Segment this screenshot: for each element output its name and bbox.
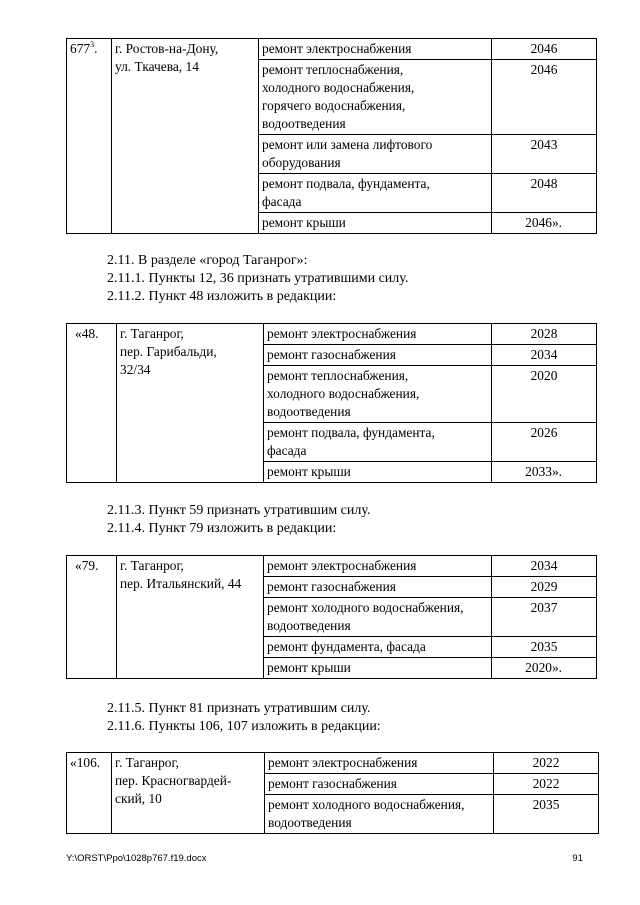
address-cell — [117, 556, 264, 679]
work-text: ремонт подвала, фундамента, — [262, 176, 430, 191]
work-text: ремонт подвала, фундамента, — [267, 425, 435, 440]
work-text: ремонт газоснабжения — [268, 776, 397, 791]
work-text: водоотведения — [267, 618, 351, 633]
work-text: ремонт или замена лифтового — [262, 137, 433, 152]
work-text: ремонт холодного водоснабжения, — [267, 600, 464, 615]
item-number: «48. — [75, 326, 99, 341]
paragraph: 2.11.2. Пункт 48 изложить в редакции: — [107, 289, 337, 304]
work-cell — [259, 213, 492, 234]
table-item-106 — [66, 752, 599, 834]
work-cell — [264, 556, 492, 577]
work-cell — [264, 658, 492, 679]
work-cell — [265, 774, 494, 795]
paragraph: 2.11. В разделе «город Таганрог»: — [107, 253, 308, 268]
year-cell: 2035 — [494, 795, 599, 834]
year-cell: 2046 — [492, 39, 597, 60]
item-number-cell — [67, 753, 112, 834]
address-line: ский, 10 — [115, 791, 162, 806]
year-cell: 2037 — [492, 598, 597, 637]
year-cell: 2020 — [492, 366, 597, 423]
year-cell: 2028 — [492, 324, 597, 345]
address-cell — [112, 753, 265, 834]
table-row — [67, 39, 597, 60]
year-cell: 2034 — [492, 345, 597, 366]
address-line: г. Таганрог, — [120, 558, 184, 573]
work-cell — [259, 174, 492, 213]
work-text: водоотведения — [262, 116, 346, 131]
paragraph: 2.11.6. Пункты 106, 107 изложить в редакции: — [107, 719, 381, 734]
table-item-79 — [66, 555, 597, 679]
item-number: «79. — [75, 558, 99, 573]
item-number: «106. — [70, 755, 101, 770]
work-cell — [264, 324, 492, 345]
work-text: водоотведения — [267, 404, 351, 419]
year-cell: 2022 — [494, 774, 599, 795]
work-cell — [264, 637, 492, 658]
address-line: ул. Ткачева, 14 — [115, 59, 199, 74]
year-cell: 2029 — [492, 577, 597, 598]
work-text: ремонт электроснабжения — [267, 326, 417, 341]
work-text: холодного водоснабжения, — [262, 80, 415, 95]
work-text: ремонт газоснабжения — [267, 347, 396, 362]
address-cell — [112, 39, 259, 234]
work-cell — [259, 135, 492, 174]
address-line: г. Ростов-на-Дону, — [115, 41, 219, 56]
work-cell — [264, 366, 492, 423]
address-line: пер. Гарибальди, — [120, 344, 217, 359]
paragraph: 2.11.4. Пункт 79 изложить в редакции: — [107, 521, 337, 536]
item-number-suffix: . — [94, 41, 98, 56]
work-cell — [264, 423, 492, 462]
item-number: 677 — [70, 41, 91, 56]
work-cell — [264, 345, 492, 366]
year-cell: 2046 — [492, 60, 597, 135]
footer-file-path: Y:\ORST\Ppo\1028p767.f19.docx — [66, 853, 207, 864]
work-text: горячего водоснабжения, — [262, 98, 406, 113]
item-number-cell — [67, 324, 117, 483]
work-text: ремонт электроснабжения — [268, 755, 418, 770]
item-number-cell — [67, 39, 112, 234]
work-cell — [264, 598, 492, 637]
table-row — [67, 753, 599, 774]
item-number-cell — [67, 556, 117, 679]
work-text: ремонт крыши — [267, 660, 351, 675]
address-line: пер. Красногвардей- — [115, 773, 232, 788]
work-text: холодного водоснабжения, — [267, 386, 420, 401]
address-line: 32/34 — [120, 362, 151, 377]
work-text: оборудования — [262, 155, 341, 170]
work-text: ремонт крыши — [262, 215, 346, 230]
work-text: ремонт электроснабжения — [262, 41, 412, 56]
work-text: ремонт холодного водоснабжения, — [268, 797, 465, 812]
work-cell — [259, 60, 492, 135]
page-number: 91 — [572, 853, 583, 864]
table-item-677-3 — [66, 38, 597, 234]
year-cell: 2043 — [492, 135, 597, 174]
work-text: фасада — [267, 443, 307, 458]
work-text: ремонт теплоснабжения, — [262, 62, 404, 77]
work-cell — [265, 795, 494, 834]
work-text: ремонт крыши — [267, 464, 351, 479]
work-cell — [264, 577, 492, 598]
address-line: г. Таганрог, — [120, 326, 184, 341]
address-cell — [117, 324, 264, 483]
work-text: ремонт фундамента, фасада — [267, 639, 426, 654]
year-cell: 2026 — [492, 423, 597, 462]
table-row — [67, 324, 597, 345]
paragraph: 2.11.1. Пункты 12, 36 признать утратившими силу. — [107, 271, 409, 286]
work-text: ремонт теплоснабжения, — [267, 368, 409, 383]
paragraph: 2.11.3. Пункт 59 признать утратившим силу. — [107, 503, 371, 518]
year-cell: 2022 — [494, 753, 599, 774]
work-cell — [265, 753, 494, 774]
table-item-48 — [66, 323, 597, 483]
item-number-superscript: 3 — [90, 40, 95, 49]
work-text: ремонт газоснабжения — [267, 579, 396, 594]
year-cell: 2035 — [492, 637, 597, 658]
work-text: водоотведения — [268, 815, 352, 830]
year-cell: 2046». — [492, 213, 597, 234]
work-text: ремонт электроснабжения — [267, 558, 417, 573]
work-cell — [264, 462, 492, 483]
year-cell: 2048 — [492, 174, 597, 213]
year-cell: 2034 — [492, 556, 597, 577]
paragraph: 2.11.5. Пункт 81 признать утратившим силу. — [107, 701, 371, 716]
year-cell: 2020». — [492, 658, 597, 679]
address-line: пер. Итальянский, 44 — [120, 576, 242, 591]
table-row — [67, 556, 597, 577]
work-cell — [259, 39, 492, 60]
work-text: фасада — [262, 194, 302, 209]
address-line: г. Таганрог, — [115, 755, 179, 770]
year-cell: 2033». — [492, 462, 597, 483]
